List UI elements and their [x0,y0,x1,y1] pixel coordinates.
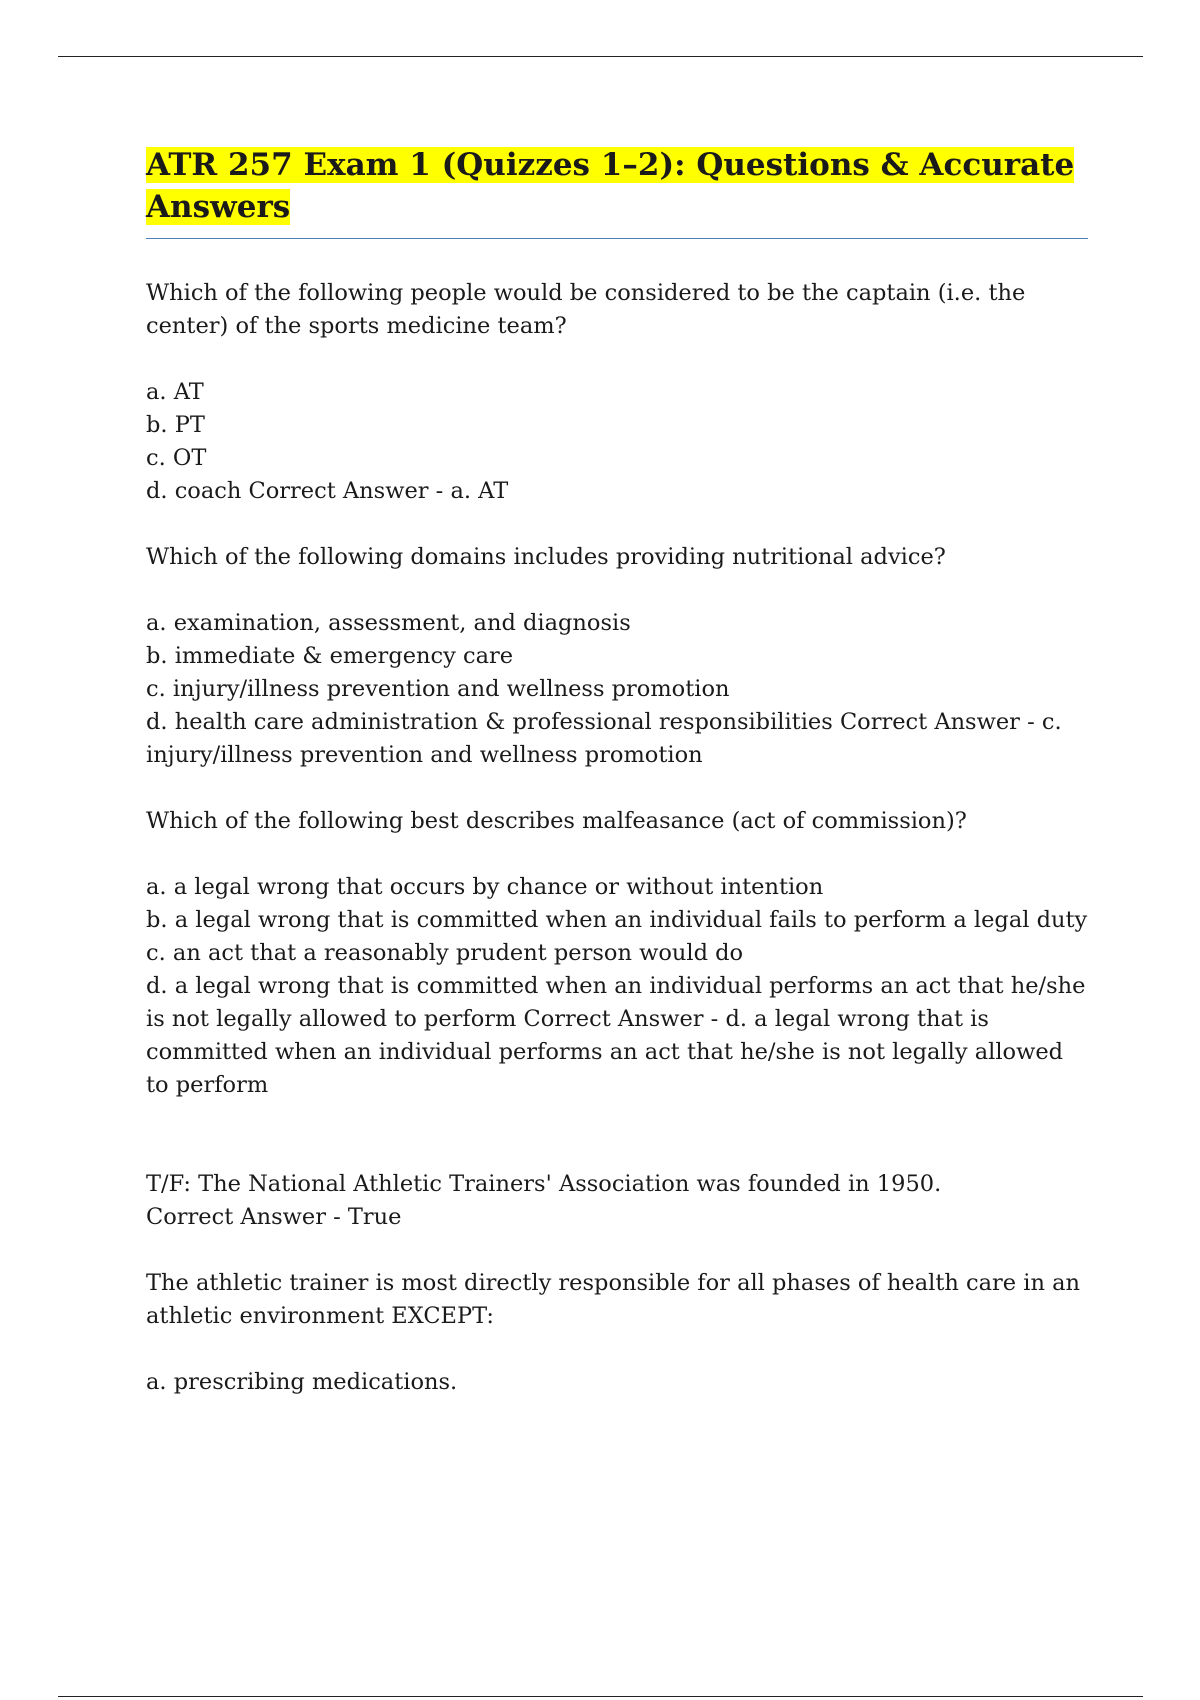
option-item: b. immediate & emergency care [146,643,514,669]
document-body [146,144,1091,1399]
question-text: T/F: The National Athletic Trainers' Association was founded in 1950. [146,1171,942,1197]
correct-answer: a. AT [450,478,509,504]
option-item: d. coach [146,478,242,504]
title-line-1: ATR 257 Exam 1 (Quizzes 1–2): Questions & Accurate [146,147,1075,183]
correct-answer: c. injury/illness prevention and wellness promotion [146,709,1062,768]
option-list [146,376,1091,508]
question-block-5 [146,1267,1091,1399]
option-item: c. an act that a reasonably prudent person would do [146,940,744,966]
question-block-3 [146,805,1091,1102]
footer-rule [58,1696,1143,1697]
question-with-answer [146,1168,1091,1234]
header-rule [58,56,1143,57]
option-list [146,607,1091,772]
option-list [146,1366,1091,1399]
option-item: d. health care administration & professional responsibilities [146,709,833,735]
option-item: d. a legal wrong that is committed when an individual performs an act that he/she is not legally allowed to perform [146,973,1086,1032]
option-item: b. PT [146,412,205,438]
option-item: a. prescribing medications. [146,1369,458,1395]
option-item: a. a legal wrong that occurs by chance or without intention [146,874,824,900]
correct-answer-label: Correct Answer - [248,478,444,504]
option-item: c. OT [146,445,207,471]
correct-answer-label: Correct Answer - [839,709,1035,735]
page-title [146,144,1091,228]
option-item: c. injury/illness prevention and wellness promotion [146,676,730,702]
question-block-4 [146,1168,1091,1234]
option-with-answer [146,475,1091,508]
option-item: a. examination, assessment, and diagnosis [146,610,631,636]
option-item: a. AT [146,379,204,405]
option-list [146,871,1091,1102]
option-with-answer [146,706,1091,772]
question-text: Which of the following domains includes providing nutritional advice? [146,544,946,570]
correct-answer-label: Correct Answer - [146,1204,341,1230]
question-text: The athletic trainer is most directly responsible for all phases of health care in an athletic environment EXCEPT: [146,1270,1081,1329]
correct-answer-label: Correct Answer - [523,1006,719,1032]
option-with-answer [146,970,1091,1102]
title-line-2: Answers [146,189,291,225]
question-text: Which of the following people would be considered to be the captain (i.e. the center) of the sports medicine team? [146,280,1026,339]
question-block-1 [146,277,1091,508]
correct-answer: True [347,1204,402,1230]
question-text: Which of the following best describes malfeasance (act of commission)? [146,808,967,834]
option-item: b. a legal wrong that is committed when an individual fails to perform a legal duty [146,907,1088,933]
correct-answer: d. a legal wrong that is committed when an individual performs an act that he/she is not legally allowed to perform [146,1006,1064,1098]
question-block-2 [146,541,1091,772]
